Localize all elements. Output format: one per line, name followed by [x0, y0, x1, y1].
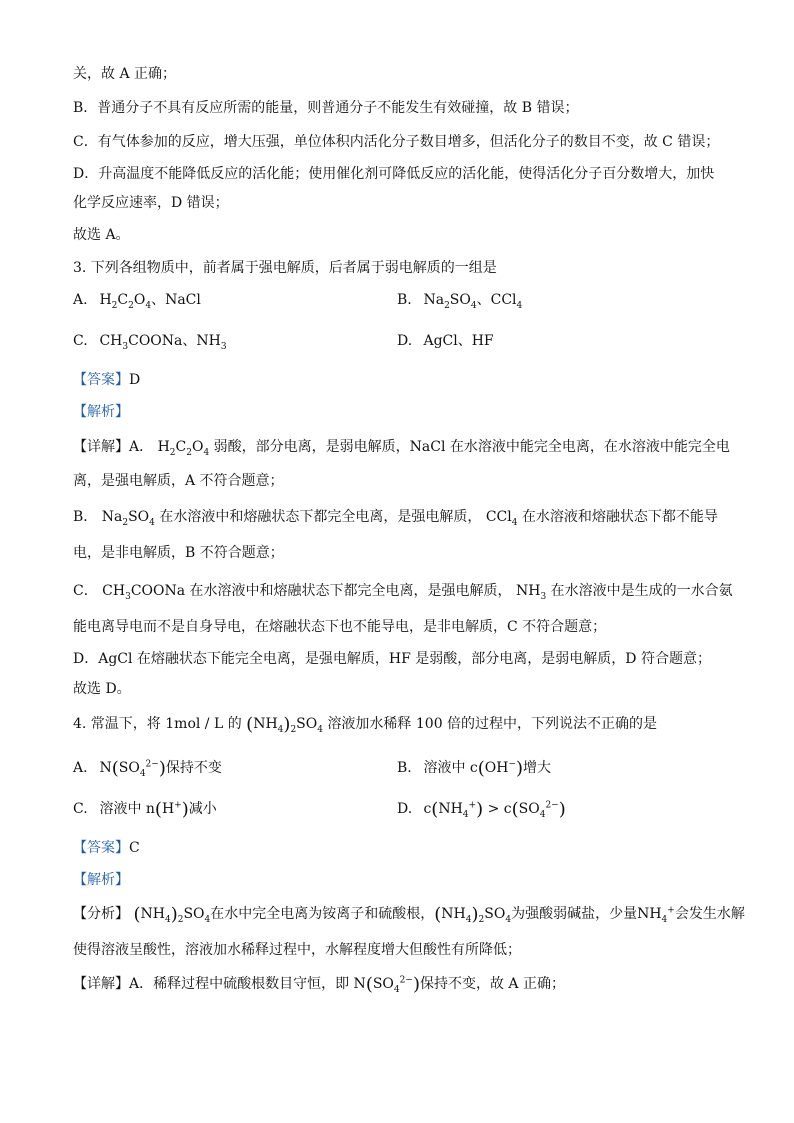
- q3-analysis-tag: 【解析】: [73, 404, 129, 420]
- q3-option-b: B. $Na_2SO_4$、CCl$_4$: [397, 292, 523, 311]
- text-line: C．有气体参加的反应，增大压强，单位体积内活化分子数目增多，但活化分子的数目不变，故 C 错误；: [73, 134, 720, 150]
- formula: $(NH_4)_2SO_4$: [434, 904, 512, 925]
- q4-detail-a: 【详解】A．稀释过程中硫酸根数目守恒，即 $N(SO_4^{2-})$保持不变，故 A 正确；: [73, 974, 565, 995]
- formula: $NH_4^+$: [637, 905, 675, 925]
- text-line: 电，是非电解质，B 不符合题意；: [73, 545, 284, 561]
- formula: $NH_3$: [516, 583, 547, 602]
- q3-detail-c: C． $CH_3COONa$ 在水溶液中和熔融状态下都完全电离，是强电解质， $NH_3$ 在水溶液中是生成的一水合氨: [73, 583, 733, 602]
- text-line: D．AgCl 在熔融状态下能完全电离，是强电解质，HF 是弱酸，部分电离，是弱电解质，D 符合题意；: [73, 651, 711, 667]
- question-3-stem: 3. 下列各组物质中，前者属于强电解质，后者属于弱电解质的一组是: [73, 260, 497, 276]
- text-line: 使得溶液呈酸性，溶液加水稀释过程中，水解程度增大但酸性有所降低；: [73, 942, 521, 958]
- formula: CCl$_4$: [485, 509, 518, 528]
- text-line: B．普通分子不具有反应所需的能量，则普通分子不能发生有效碰撞，故 B 错误；: [73, 100, 579, 116]
- text-line: 离，是强电解质，A 不符合题意；: [73, 473, 284, 489]
- q3-option-a: A. $H_2C_2O_4$、NaCl: [73, 292, 201, 311]
- formula: $CH_3COONa$: [102, 583, 186, 602]
- text-line: 故选 D。: [73, 681, 131, 697]
- formula: $(NH_4)_2SO_4$: [133, 904, 211, 925]
- q4-answer: 【答案】C: [73, 840, 140, 856]
- text-line: 能电离导电而不是自身导电，在熔融状态下也不能导电，是非电解质，C 不符合题意；: [73, 619, 607, 635]
- formula: $c(NH_4^+)$: [423, 799, 484, 820]
- q3-detail-b: B． $Na_2SO_4$ 在水溶液中和熔融状态下都完全电离，是强电解质， CCl$_4$ 在水溶液和熔融状态下都不能导: [73, 509, 718, 528]
- formula: $Na_2SO_4$: [101, 509, 155, 528]
- formula: $(SO_4^{2-})$: [511, 799, 566, 820]
- formula: $(NH_4)_2SO_4$: [246, 714, 323, 735]
- q3-option-c: C. $CH_3COONa$、$NH_3$: [73, 333, 227, 352]
- formula: (H+): [154, 799, 189, 820]
- formula: (OH−): [477, 758, 524, 779]
- text-line: 化学反应速率，D 错误；: [73, 195, 229, 211]
- formula: $N(SO_4^{2-})$: [99, 758, 166, 779]
- text-line: D．升高温度不能降低反应的活化能；使用催化剂可降低反应的活化能，使得活化分子百分数增大，加快: [73, 166, 715, 182]
- q3-option-d: D. AgCl、HF: [397, 333, 494, 349]
- text-line: 故选 A。: [73, 227, 130, 243]
- formula: $(SO_4^{2-})$: [365, 974, 420, 995]
- q3-detail-a: 【详解】A． $H_2C_2O_4$ 弱酸，部分电离，是弱电解质，NaCl 在水溶液中能完全电离，在水溶液中能完全电: [73, 439, 730, 458]
- q4-option-c: C. 溶液中 n(H+)减小: [73, 799, 217, 820]
- q4-analysis-line-1: 【分析】 $(NH_4)_2SO_4$在水中完全电离为铵离子和硫酸根，$(NH_4)_2SO_4$为强酸弱碱盐，少量$NH_4^+$会发生水解: [73, 904, 745, 925]
- q3-answer: 【答案】D: [73, 372, 141, 388]
- question-4-stem: 4. 常温下，将 1mol / L 的 $(NH_4)_2SO_4$ 溶液加水稀释 100 倍的过程中，下列说法不正确的是: [73, 714, 658, 735]
- q4-option-d: D. $c(NH_4^+) > c(SO_4^{2-})$: [397, 799, 566, 820]
- q4-option-b: B. 溶液中 c(OH−)增大: [397, 758, 552, 779]
- formula: $Na_2SO_4$、CCl$_4$: [423, 292, 523, 311]
- text-line: 关，故 A 正确；: [73, 66, 177, 82]
- formula: $H_2C_2O_4$: [157, 439, 210, 458]
- q4-option-a: A. $N(SO_4^{2-})$保持不变: [73, 758, 222, 779]
- formula: $CH_3COONa$、$NH_3$: [99, 333, 227, 352]
- q4-analysis-tag: 【解析】: [73, 872, 129, 888]
- formula: $H_2C_2O_4$、NaCl: [99, 292, 201, 311]
